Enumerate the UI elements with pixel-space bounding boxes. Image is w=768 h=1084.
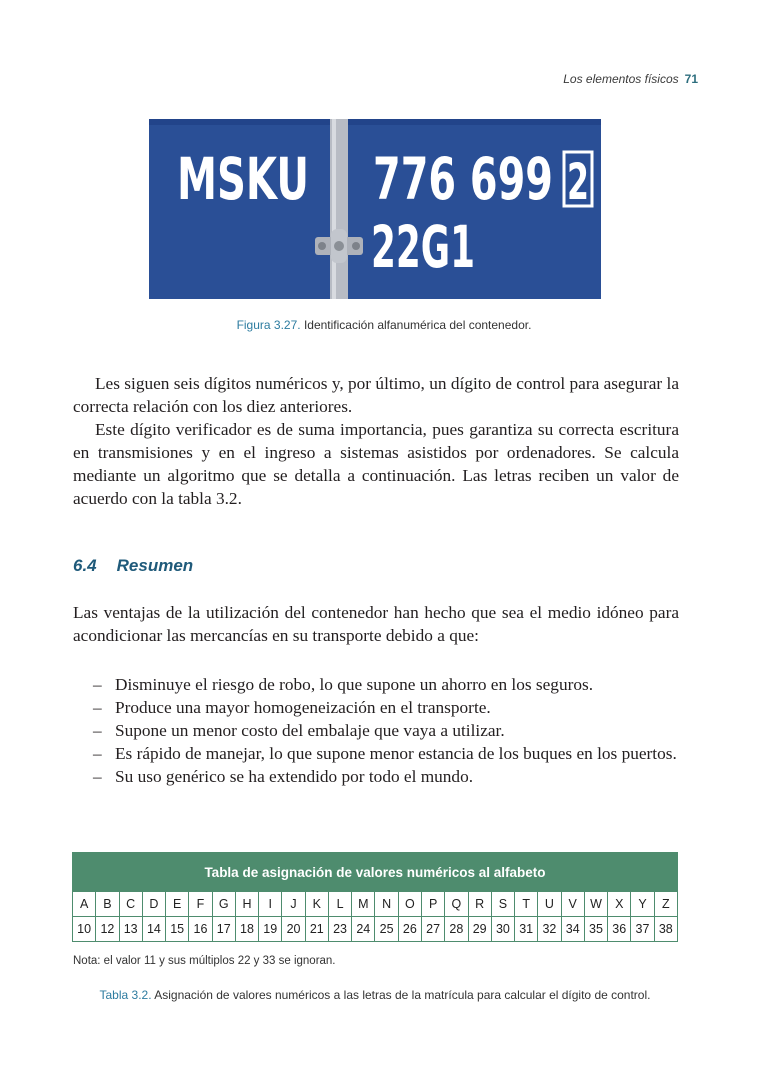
letter-cell: W: [584, 892, 607, 917]
letter-cell: H: [235, 892, 258, 917]
figure-caption-label: Figura 3.27.: [236, 318, 301, 332]
letter-cell: E: [166, 892, 189, 917]
letter-cell: X: [608, 892, 631, 917]
value-cell: 38: [654, 917, 677, 942]
letter-cell: Z: [654, 892, 677, 917]
list-item-text: Produce una mayor homogeneización en el transporte.: [115, 698, 491, 717]
intro-paragraphs: [73, 372, 679, 510]
list-item: [93, 765, 679, 788]
summary-paragraph: Las ventajas de la utilización del contenedor han hecho que sea el medio idóneo para acondicionar las mercancías en su transporte debido a que:: [73, 603, 679, 645]
letter-cell: M: [352, 892, 375, 917]
list-item: [93, 742, 679, 765]
letter-cell: B: [96, 892, 119, 917]
section-number: 6.4: [73, 556, 97, 575]
value-cell: 27: [421, 917, 444, 942]
letter-cell: F: [189, 892, 212, 917]
value-cell: 35: [584, 917, 607, 942]
letter-cell: J: [282, 892, 305, 917]
table-caption-label: Tabla 3.2.: [99, 988, 152, 1002]
letter-cell: U: [538, 892, 561, 917]
running-header: [563, 72, 698, 86]
letter-cell: C: [119, 892, 142, 917]
letter-cell: A: [73, 892, 96, 917]
letter-cell: N: [375, 892, 398, 917]
container-photo: [149, 119, 601, 299]
summary-paragraph-block: [73, 601, 679, 647]
letter-cell: V: [561, 892, 584, 917]
value-cell: 24: [352, 917, 375, 942]
value-cell: 26: [398, 917, 421, 942]
value-cell: 23: [328, 917, 351, 942]
letter-cell: T: [515, 892, 538, 917]
bullet-dash: –: [93, 767, 102, 786]
value-cell: 30: [491, 917, 514, 942]
paragraph: Este dígito verificador es de suma importancia, pues garantiza su correcta escritura en transmisiones y en el ingreso a sistemas asistidos por ordenadores. Se calcula mediante un algoritmo que se detalla a continuación. Las letras reciben un valor de acuerdo con la tabla 3.2.: [73, 420, 679, 508]
section-title: Resumen: [116, 556, 194, 575]
bullet-dash: –: [93, 698, 102, 717]
value-cell: 32: [538, 917, 561, 942]
value-cell: 13: [119, 917, 142, 942]
value-cell: 14: [142, 917, 165, 942]
value-cell: 12: [96, 917, 119, 942]
value-cell: 34: [561, 917, 584, 942]
list-item-text: Su uso genérico se ha extendido por todo el mundo.: [115, 767, 474, 786]
list-item: [93, 673, 679, 696]
value-cell: 15: [166, 917, 189, 942]
table-caption: [0, 988, 750, 1002]
letter-cell: Y: [631, 892, 654, 917]
bullet-dash: –: [93, 675, 102, 694]
letter-cell: Q: [445, 892, 468, 917]
value-cell: 20: [282, 917, 305, 942]
value-cell: 37: [631, 917, 654, 942]
letter-cell: K: [305, 892, 328, 917]
table-note: Nota: el valor 11 y sus múltiplos 22 y 33 se ignoran.: [73, 955, 336, 967]
value-cell: 21: [305, 917, 328, 942]
letter-cell: D: [142, 892, 165, 917]
value-cell: 10: [73, 917, 96, 942]
value-cell: 31: [515, 917, 538, 942]
owner-code-text: MSKU: [177, 145, 309, 213]
list-item: [93, 719, 679, 742]
size-type-text: 22G1: [371, 213, 475, 281]
serial-number-text: 776 699: [373, 145, 553, 213]
letter-cell: S: [491, 892, 514, 917]
letter-cell: O: [398, 892, 421, 917]
value-cell: 25: [375, 917, 398, 942]
section-heading: [73, 556, 193, 576]
table-caption-text: Asignación de valores numéricos a las letras de la matrícula para calcular el dígito de control.: [151, 988, 651, 1002]
page-number: 71: [684, 72, 698, 86]
values-row: [73, 917, 678, 942]
list-item: [93, 696, 679, 719]
list-item-text: Es rápido de manejar, lo que supone menor estancia de los buques en los puertos.: [115, 744, 677, 763]
value-cell: 17: [212, 917, 235, 942]
list-item-text: Disminuye el riesgo de robo, lo que supone un ahorro en los seguros.: [115, 675, 594, 694]
bullet-dash: –: [93, 744, 102, 763]
value-cell: 36: [608, 917, 631, 942]
value-cell: 28: [445, 917, 468, 942]
value-cell: 18: [235, 917, 258, 942]
value-cell: 19: [259, 917, 282, 942]
letters-row: [73, 892, 678, 917]
list-item-text: Supone un menor costo del embalaje que vaya a utilizar.: [115, 721, 505, 740]
advantages-list: [93, 673, 679, 788]
letter-cell: I: [259, 892, 282, 917]
table-title: Tabla de asignación de valores numéricos al alfabeto: [73, 853, 678, 892]
letter-cell: R: [468, 892, 491, 917]
alphabet-value-table: [72, 852, 678, 942]
alphabet-table-wrap: [72, 852, 678, 942]
letter-cell: P: [421, 892, 444, 917]
running-title: Los elementos físicos: [563, 72, 679, 86]
value-cell: 29: [468, 917, 491, 942]
letter-cell: L: [328, 892, 351, 917]
figure-caption: [0, 318, 768, 332]
check-digit-text: 2: [567, 153, 589, 211]
bullet-dash: –: [93, 721, 102, 740]
letter-cell: G: [212, 892, 235, 917]
value-cell: 16: [189, 917, 212, 942]
paragraph: Les siguen seis dígitos numéricos y, por último, un dígito de control para asegurar la correcta relación con los diez anteriores.: [73, 374, 679, 416]
figure-caption-text: Identificación alfanumérica del contenedor.: [300, 318, 532, 332]
